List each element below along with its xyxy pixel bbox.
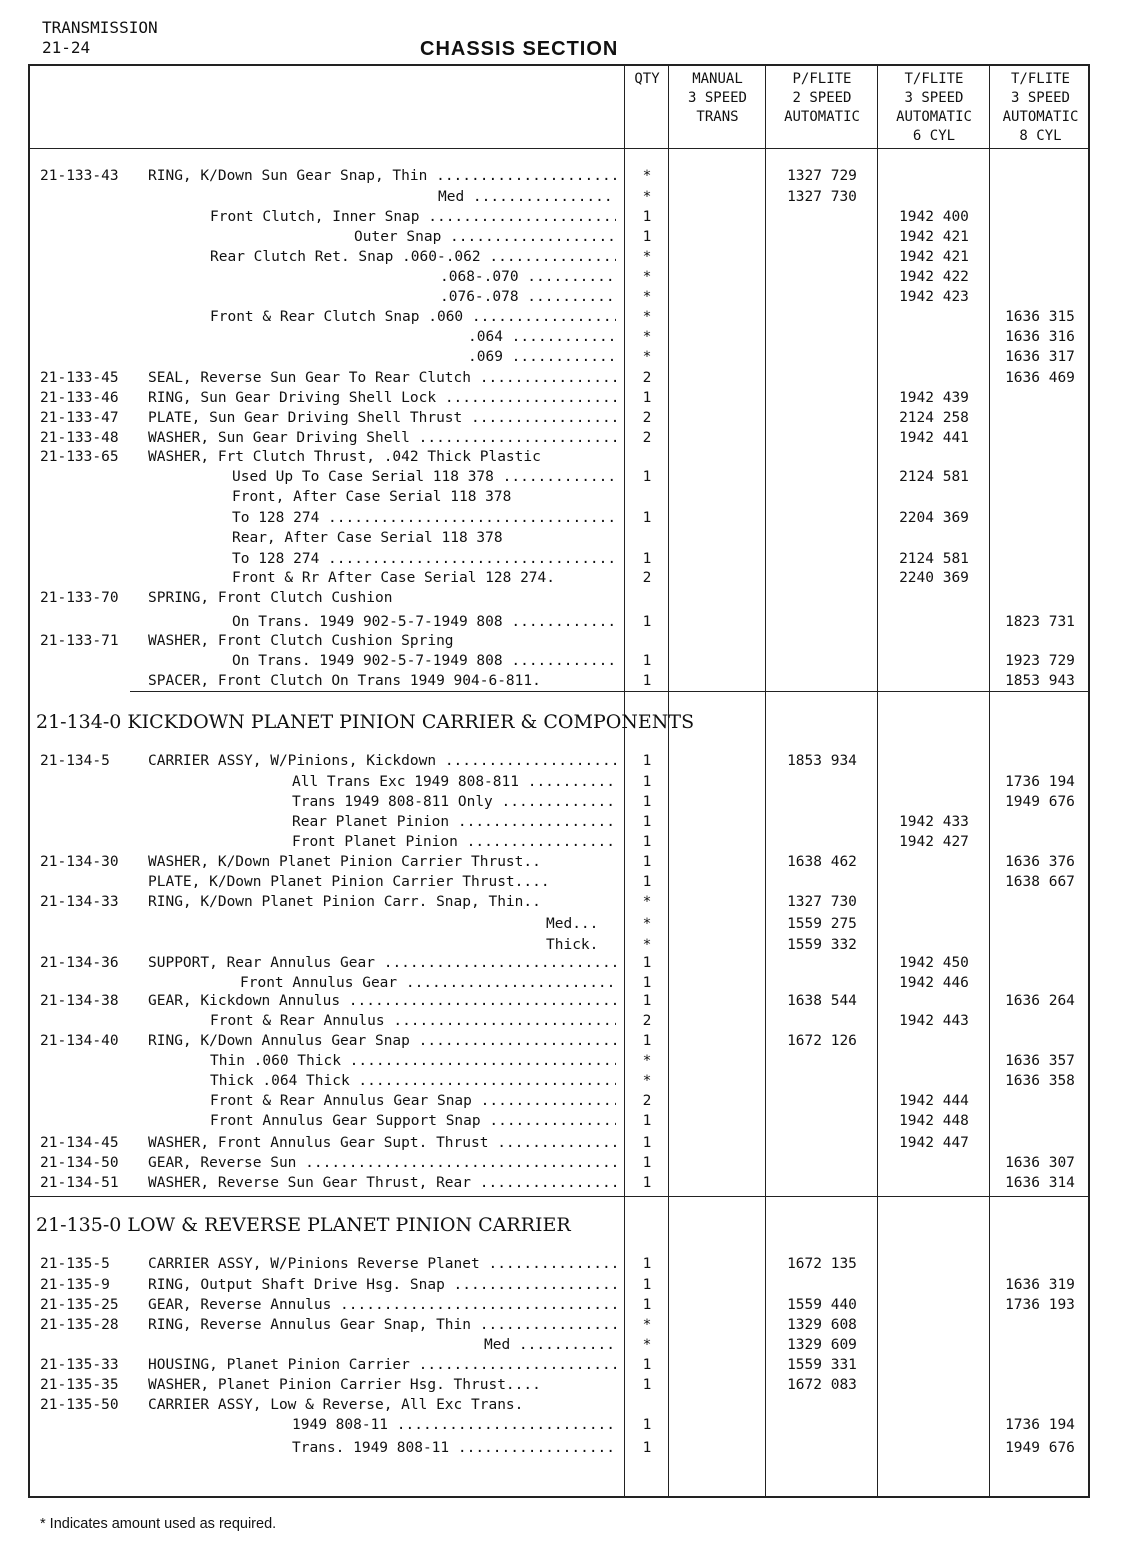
tflite-8-cyl-part-number: 1636 317 — [1005, 349, 1075, 365]
table-row — [0, 953, 1125, 973]
tflite-6-cyl-part-number: 2124 581 — [899, 551, 969, 567]
quantity: 2 — [642, 1093, 652, 1109]
table-row — [0, 772, 1125, 792]
part-description: CARRIER ASSY, Low & Reverse, All Exc Trans. — [148, 1397, 524, 1413]
quantity: 2 — [642, 410, 652, 426]
table-row — [0, 408, 1125, 428]
table-row — [0, 1375, 1125, 1395]
part-description: SPACER, Front Clutch On Trans 1949 904-6-811. — [148, 673, 541, 689]
quantity: * — [642, 289, 652, 305]
tflite-6-cyl-part-number: 1942 421 — [899, 229, 969, 245]
quantity: * — [642, 1073, 652, 1089]
tflite-8-cyl-part-number: 1823 731 — [1005, 614, 1075, 630]
footnote: * Indicates amount used as required. — [40, 1516, 277, 1532]
quantity: 1 — [642, 814, 652, 830]
quantity: 1 — [642, 955, 652, 971]
table-row — [0, 166, 1125, 186]
section-title: 21-134-0 KICKDOWN PLANET PINION CARRIER & COMPONENTS — [36, 711, 695, 733]
quantity: 1 — [642, 753, 652, 769]
quantity: * — [642, 349, 652, 365]
page-title: CHASSIS SECTION — [420, 38, 619, 60]
part-description: Rear Clutch Ret. Snap .060-.062 ..... — [148, 247, 616, 267]
tflite-6-cyl-part-number: 1942 444 — [899, 1093, 969, 1109]
part-description: Front & Rear Annulus ..... — [148, 1011, 616, 1031]
table-row — [0, 1011, 1125, 1031]
quantity: * — [642, 1053, 652, 1069]
quantity: 1 — [642, 1256, 652, 1272]
table-row — [0, 1395, 1125, 1415]
part-description: PLATE, Sun Gear Driving Shell Thrust ..... — [148, 408, 616, 428]
part-description: Rear Planet Pinion ..... — [148, 812, 616, 832]
part-description: SUPPORT, Rear Annulus Gear ..... — [148, 953, 616, 973]
part-description: SEAL, Reverse Sun Gear To Rear Clutch ..... — [148, 368, 616, 388]
part-description: 1949 808-11 ..... — [148, 1415, 616, 1435]
column-header-tflite-6cyl: T/FLITE 3 SPEED AUTOMATIC 6 CYL — [896, 71, 972, 144]
tflite-6-cyl-part-number: 1942 443 — [899, 1013, 969, 1029]
table-row — [0, 1111, 1125, 1131]
part-description: To 128 274 ..... — [148, 549, 616, 569]
table-row — [0, 447, 1125, 467]
quantity: 1 — [642, 551, 652, 567]
tflite-8-cyl-part-number: 1636 264 — [1005, 993, 1075, 1009]
table-row — [0, 1091, 1125, 1111]
part-number: 21-135-5 — [40, 1256, 110, 1272]
section-title: 21-135-0 LOW & REVERSE PLANET PINION CARRIER — [36, 1214, 571, 1236]
table-row — [0, 467, 1125, 487]
part-number: 21-133-48 — [40, 430, 119, 446]
quantity: * — [642, 168, 652, 184]
tflite-8-cyl-part-number: 1636 315 — [1005, 309, 1075, 325]
tflite-8-cyl-part-number: 1853 943 — [1005, 673, 1075, 689]
quantity: 1 — [642, 1155, 652, 1171]
part-description: Front & Rr After Case Serial 128 274. — [232, 570, 556, 586]
tflite-6-cyl-part-number: 1942 422 — [899, 269, 969, 285]
column-header-manual: MANUAL 3 SPEED TRANS — [687, 71, 747, 125]
tflite-6-cyl-part-number: 1942 400 — [899, 209, 969, 225]
part-description: WASHER, Front Clutch Cushion Spring — [148, 633, 454, 649]
quantity: 1 — [642, 1277, 652, 1293]
part-description: PLATE, K/Down Planet Pinion Carrier Thrust.... — [148, 874, 550, 890]
part-description: WASHER, Front Annulus Gear Supt. Thrust ..... — [148, 1133, 616, 1153]
part-number: 21-134-30 — [40, 854, 119, 870]
table-row — [0, 487, 1125, 507]
quantity: 1 — [642, 854, 652, 870]
table-row — [0, 832, 1125, 852]
quantity: * — [642, 1337, 652, 1353]
quantity: * — [642, 189, 652, 205]
part-description: Front Annulus Gear ..... — [148, 973, 616, 993]
tflite-8-cyl-part-number: 1636 357 — [1005, 1053, 1075, 1069]
quantity: 2 — [642, 370, 652, 386]
quantity: * — [642, 269, 652, 285]
tflite-6-cyl-part-number: 2124 581 — [899, 469, 969, 485]
tflite-8-cyl-part-number: 1923 729 — [1005, 653, 1075, 669]
part-number: 21-133-70 — [40, 590, 119, 606]
part-description: .068-.070 ..... — [148, 267, 616, 287]
part-description: WASHER, Sun Gear Driving Shell ..... — [148, 428, 616, 448]
part-description: Front & Rear Clutch Snap .060 ..... — [148, 307, 616, 327]
table-row — [0, 549, 1125, 569]
part-description: .076-.078 ..... — [148, 287, 616, 307]
quantity: 1 — [642, 794, 652, 810]
column-header-qty: QTY — [634, 71, 660, 87]
quantity: 1 — [642, 673, 652, 689]
pflite-2-speed-part-number: 1559 440 — [787, 1297, 857, 1313]
table-row — [0, 1153, 1125, 1173]
table-row — [0, 1133, 1125, 1153]
part-number: 21-134-36 — [40, 955, 119, 971]
tflite-8-cyl-part-number: 1949 676 — [1005, 794, 1075, 810]
tflite-6-cyl-part-number: 1942 441 — [899, 430, 969, 446]
part-number: 21-133-46 — [40, 390, 119, 406]
part-description: GEAR, Reverse Sun ..... — [148, 1153, 616, 1173]
tflite-6-cyl-part-number: 1942 421 — [899, 249, 969, 265]
table-row — [0, 1051, 1125, 1071]
table-row — [0, 872, 1125, 892]
pflite-2-speed-part-number: 1853 934 — [787, 753, 857, 769]
part-description: SPRING, Front Clutch Cushion — [148, 590, 393, 606]
table-row — [0, 1275, 1125, 1295]
quantity: 2 — [642, 1013, 652, 1029]
part-description: CARRIER ASSY, W/Pinions Reverse Planet ..... — [148, 1254, 616, 1274]
table-row — [0, 631, 1125, 651]
quantity: 1 — [642, 834, 652, 850]
part-description: On Trans. 1949 902-5-7-1949 808 ..... — [148, 651, 616, 671]
tflite-8-cyl-part-number: 1636 316 — [1005, 329, 1075, 345]
table-row — [0, 428, 1125, 448]
pflite-2-speed-part-number: 1672 083 — [787, 1377, 857, 1393]
table-row — [0, 935, 1125, 955]
tflite-8-cyl-part-number: 1636 376 — [1005, 854, 1075, 870]
part-number: 21-133-43 — [40, 168, 119, 184]
pflite-2-speed-part-number: 1638 462 — [787, 854, 857, 870]
quantity: * — [642, 937, 652, 953]
part-description: RING, Output Shaft Drive Hsg. Snap ..... — [148, 1275, 616, 1295]
tflite-6-cyl-part-number: 1942 427 — [899, 834, 969, 850]
part-description: Front & Rear Annulus Gear Snap ..... — [148, 1091, 616, 1111]
tflite-6-cyl-part-number: 2204 369 — [899, 510, 969, 526]
tflite-8-cyl-part-number: 1636 314 — [1005, 1175, 1075, 1191]
tflite-8-cyl-part-number: 1636 469 — [1005, 370, 1075, 386]
page-number: 21-24 — [42, 38, 91, 57]
part-number: 21-133-47 — [40, 410, 119, 426]
part-description: WASHER, Reverse Sun Gear Thrust, Rear ..... — [148, 1173, 616, 1193]
quantity: 1 — [642, 653, 652, 669]
table-row — [0, 287, 1125, 307]
pflite-2-speed-part-number: 1327 729 — [787, 168, 857, 184]
quantity: 1 — [642, 510, 652, 526]
quantity: * — [642, 894, 652, 910]
part-number: 21-135-9 — [40, 1277, 110, 1293]
table-row — [0, 187, 1125, 207]
table-row — [0, 1254, 1125, 1274]
table-row — [0, 1415, 1125, 1435]
quantity: 1 — [642, 469, 652, 485]
pflite-2-speed-part-number: 1559 275 — [787, 916, 857, 932]
column-header-pflite: P/FLITE 2 SPEED AUTOMATIC — [784, 71, 860, 125]
table-row — [0, 327, 1125, 347]
tflite-6-cyl-part-number: 2240 369 — [899, 570, 969, 586]
part-description: Outer Snap ..... — [148, 227, 616, 247]
pflite-2-speed-part-number: 1672 135 — [787, 1256, 857, 1272]
table-row — [0, 1173, 1125, 1193]
part-description: GEAR, Reverse Annulus ..... — [148, 1295, 616, 1315]
quantity: 1 — [642, 874, 652, 890]
quantity: 1 — [642, 1033, 652, 1049]
part-number: 21-135-28 — [40, 1317, 119, 1333]
pflite-2-speed-part-number: 1672 126 — [787, 1033, 857, 1049]
part-description: Front Planet Pinion ..... — [148, 832, 616, 852]
pflite-2-speed-part-number: 1327 730 — [787, 894, 857, 910]
part-description: RING, K/Down Sun Gear Snap, Thin ..... — [148, 166, 616, 186]
part-number: 21-134-50 — [40, 1155, 119, 1171]
table-row — [0, 568, 1125, 588]
tflite-6-cyl-part-number: 1942 450 — [899, 955, 969, 971]
table-row — [0, 1071, 1125, 1091]
part-description: .064 ..... — [148, 327, 616, 347]
part-description: Trans. 1949 808-11 ..... — [148, 1438, 616, 1458]
table-row — [0, 207, 1125, 227]
part-description: RING, Reverse Annulus Gear Snap, Thin ..... — [148, 1315, 616, 1335]
tflite-6-cyl-part-number: 2124 258 — [899, 410, 969, 426]
tflite-8-cyl-part-number: 1949 676 — [1005, 1440, 1075, 1456]
part-number: 21-134-45 — [40, 1135, 119, 1151]
quantity: * — [642, 916, 652, 932]
quantity: 1 — [642, 1440, 652, 1456]
part-description: RING, K/Down Annulus Gear Snap ..... — [148, 1031, 616, 1051]
part-number: 21-134-40 — [40, 1033, 119, 1049]
part-description: Thick .064 Thick ..... — [148, 1071, 616, 1091]
quantity: 1 — [642, 209, 652, 225]
quantity: 1 — [642, 229, 652, 245]
table-row — [0, 792, 1125, 812]
part-description: Front Annulus Gear Support Snap ..... — [148, 1111, 616, 1131]
part-description: Front Clutch, Inner Snap ..... — [148, 207, 616, 227]
part-description: WASHER, Frt Clutch Thrust, .042 Thick Plastic — [148, 449, 541, 465]
pflite-2-speed-part-number: 1559 332 — [787, 937, 857, 953]
part-description: Front, After Case Serial 118 378 — [232, 489, 512, 505]
part-description: Used Up To Case Serial 118 378 ..... — [148, 467, 616, 487]
table-row — [0, 991, 1125, 1011]
quantity: 1 — [642, 1113, 652, 1129]
tflite-8-cyl-part-number: 1736 194 — [1005, 774, 1075, 790]
column-header-tflite-8cyl: T/FLITE 3 SPEED AUTOMATIC 8 CYL — [1002, 71, 1079, 144]
quantity: 2 — [642, 570, 652, 586]
part-number: 21-135-50 — [40, 1397, 119, 1413]
table-row — [0, 1355, 1125, 1375]
part-number: 21-135-25 — [40, 1297, 119, 1313]
part-description: To 128 274 ..... — [148, 508, 616, 528]
tflite-8-cyl-part-number: 1736 194 — [1005, 1417, 1075, 1433]
part-description: All Trans Exc 1949 808-811 ..... — [148, 772, 616, 792]
part-number: 21-134-38 — [40, 993, 119, 1009]
quantity: 2 — [642, 430, 652, 446]
pflite-2-speed-part-number: 1329 609 — [787, 1337, 857, 1353]
section-label: TRANSMISSION — [42, 18, 158, 37]
table-row — [0, 227, 1125, 247]
table-row — [0, 1031, 1125, 1051]
quantity: * — [642, 249, 652, 265]
part-number: 21-133-71 — [40, 633, 119, 649]
tflite-8-cyl-part-number: 1636 358 — [1005, 1073, 1075, 1089]
quantity: 1 — [642, 614, 652, 630]
part-description: WASHER, Planet Pinion Carrier Hsg. Thrust.... — [148, 1377, 541, 1393]
part-number: 21-135-35 — [40, 1377, 119, 1393]
quantity: * — [642, 1317, 652, 1333]
table-row — [0, 307, 1125, 327]
table-row — [0, 588, 1125, 608]
part-description: .069 ..... — [148, 347, 616, 367]
tflite-8-cyl-part-number: 1636 307 — [1005, 1155, 1075, 1171]
part-number: 21-134-51 — [40, 1175, 119, 1191]
part-description: On Trans. 1949 902-5-7-1949 808 ..... — [148, 612, 616, 632]
tflite-6-cyl-part-number: 1942 447 — [899, 1135, 969, 1151]
part-number: 21-133-65 — [40, 449, 119, 465]
tflite-6-cyl-part-number: 1942 448 — [899, 1113, 969, 1129]
quantity: 1 — [642, 1357, 652, 1373]
pflite-2-speed-part-number: 1329 608 — [787, 1317, 857, 1333]
table-row — [0, 812, 1125, 832]
quantity: 1 — [642, 1297, 652, 1313]
table-row — [0, 751, 1125, 771]
table-row — [0, 973, 1125, 993]
table-row — [0, 671, 1125, 691]
quantity: * — [642, 309, 652, 325]
table-row — [0, 914, 1125, 934]
table-row — [0, 247, 1125, 267]
part-description: HOUSING, Planet Pinion Carrier ..... — [148, 1355, 616, 1375]
tflite-6-cyl-part-number: 1942 433 — [899, 814, 969, 830]
part-description: Rear, After Case Serial 118 378 — [232, 530, 503, 546]
quantity: 1 — [642, 390, 652, 406]
quantity: * — [642, 329, 652, 345]
part-description: Thin .060 Thick ..... — [148, 1051, 616, 1071]
part-description: RING, K/Down Planet Pinion Carr. Snap, Thin.. — [148, 894, 541, 910]
tflite-6-cyl-part-number: 1942 423 — [899, 289, 969, 305]
quantity: 1 — [642, 1135, 652, 1151]
table-row — [0, 852, 1125, 872]
pflite-2-speed-part-number: 1327 730 — [787, 189, 857, 205]
table-row — [0, 612, 1125, 632]
tflite-8-cyl-part-number: 1736 193 — [1005, 1297, 1075, 1313]
table-row — [0, 1315, 1125, 1335]
table-row — [0, 651, 1125, 671]
tflite-6-cyl-part-number: 1942 439 — [899, 390, 969, 406]
table-row — [0, 508, 1125, 528]
tflite-6-cyl-part-number: 1942 446 — [899, 975, 969, 991]
table-row — [0, 528, 1125, 548]
part-description: WASHER, K/Down Planet Pinion Carrier Thrust.. — [148, 854, 541, 870]
part-description: Trans 1949 808-811 Only ..... — [148, 792, 616, 812]
part-description: RING, Sun Gear Driving Shell Lock ..... — [148, 388, 616, 408]
part-description: Med... — [546, 916, 599, 932]
part-number: 21-133-45 — [40, 370, 119, 386]
quantity: 1 — [642, 1377, 652, 1393]
quantity: 1 — [642, 1417, 652, 1433]
part-description: GEAR, Kickdown Annulus ..... — [148, 991, 616, 1011]
table-row — [0, 267, 1125, 287]
table-row — [0, 347, 1125, 367]
table-row — [0, 1295, 1125, 1315]
part-description: Thick. — [546, 937, 599, 953]
quantity: 1 — [642, 1175, 652, 1191]
part-number: 21-134-5 — [40, 753, 110, 769]
part-number: 21-135-33 — [40, 1357, 119, 1373]
table-row — [0, 368, 1125, 388]
quantity: 1 — [642, 975, 652, 991]
table-row — [0, 1438, 1125, 1458]
tflite-8-cyl-part-number: 1636 319 — [1005, 1277, 1075, 1293]
table-row — [0, 892, 1125, 912]
quantity: 1 — [642, 993, 652, 1009]
part-description: Med ..... — [148, 187, 616, 207]
pflite-2-speed-part-number: 1638 544 — [787, 993, 857, 1009]
quantity: 1 — [642, 774, 652, 790]
part-number: 21-134-33 — [40, 894, 119, 910]
part-description: Med ..... — [148, 1335, 616, 1355]
table-row — [0, 388, 1125, 408]
pflite-2-speed-part-number: 1559 331 — [787, 1357, 857, 1373]
part-description: CARRIER ASSY, W/Pinions, Kickdown ..... — [148, 751, 616, 771]
table-row — [0, 1335, 1125, 1355]
tflite-8-cyl-part-number: 1638 667 — [1005, 874, 1075, 890]
